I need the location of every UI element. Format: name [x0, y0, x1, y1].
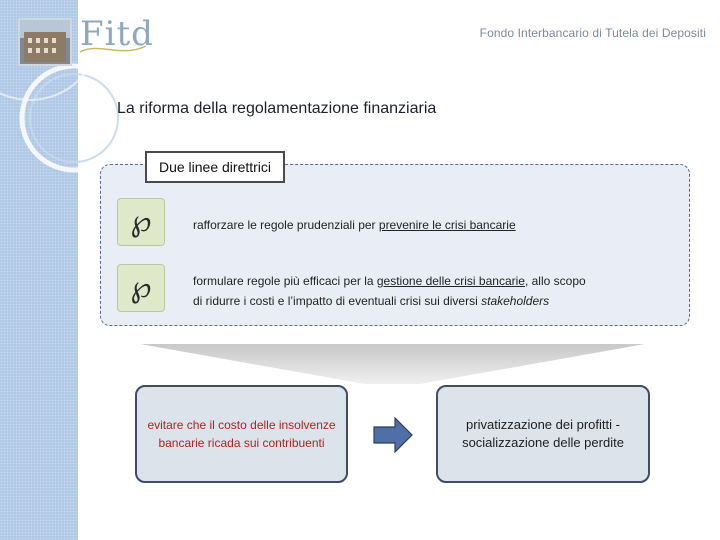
flag-bullet-icon: ℘: [117, 264, 165, 312]
logo-swoosh-icon: [78, 38, 148, 58]
logo-text: Fitd: [80, 14, 154, 54]
decorative-side-band: [0, 0, 78, 540]
outcome-left-text: evitare che il costo delle insolvenze bancarie ricada sui contribuenti: [147, 418, 336, 450]
panel-label: Due linee direttrici: [145, 151, 285, 183]
flag-bullet-icon: ℘: [117, 198, 165, 246]
bullet-2-text: formulare regole più efficaci per la gestione delle crisi bancarie, allo scopo di ridurre i costi e l’impatto di eventuali crisi sui diversi stakeholders: [193, 274, 586, 308]
outcome-right-text: privatizzazione dei profitti - socializzazione delle perdite: [462, 417, 624, 450]
right-arrow-icon: [373, 417, 413, 453]
logo-building-photo: [18, 18, 72, 66]
bullet-1-text: rafforzare le regole prudenziali per prevenire le crisi bancarie: [193, 218, 516, 232]
slide-title: La riforma della regolamentazione finanziaria: [117, 100, 437, 117]
funnel-arrow: [140, 344, 645, 384]
outcome-box-left: [135, 385, 348, 483]
outcome-box-right: [436, 385, 650, 483]
organization-name: Fondo Interbancario di Tutela dei Depositi: [479, 26, 706, 40]
